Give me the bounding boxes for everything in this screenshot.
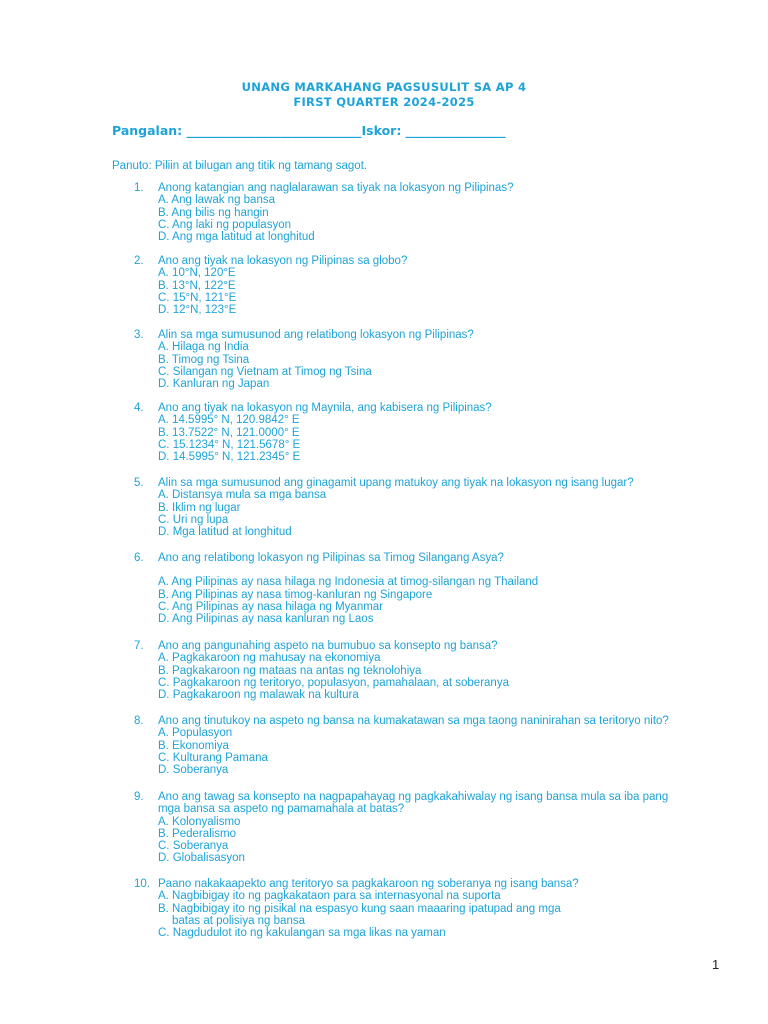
question-number: 7. [134,640,144,652]
name-score-line: Pangalan: ____________________________Iskor: ________________ [112,123,506,138]
choice-a: A. Nagbibigay ito ng pagkakataon para sa internasyonal na suporta [158,890,501,903]
question-number: 1. [134,182,144,194]
question-number: 5. [134,477,144,489]
choice-b: B. Ekonomiya [158,739,229,752]
choice-b: B. Iklim ng lugar [158,501,241,514]
instructions: Panuto: Piliin at bilugan ang titik ng tamang sagot. [112,160,368,172]
question-2 [134,255,734,316]
exam-title: UNANG MARKAHANG PAGSUSULIT SA AP 4 [241,80,527,94]
choice-b-continued: batas at polisiya ng bansa [172,914,305,927]
choice-c: C. Uri ng lupa [158,513,229,526]
question-8 [134,715,734,776]
choice-a: A. Distansya mula sa mga bansa [158,489,327,502]
question-10 [134,878,734,939]
question-stem: Anong katangian ang naglalarawan sa tiyak na lokasyon ng Pilipinas? [158,182,514,194]
question-number: 8. [134,715,144,727]
question-number: 4. [134,402,144,414]
choice-a: A. Hilaga ng India [158,341,249,354]
exam-subtitle: FIRST QUARTER 2024-2025 [293,95,475,109]
choice-c: C. Kulturang Pamana [158,751,268,764]
choice-a: A. 10°N, 120°E [158,267,236,280]
question-stem: Ano ang tiyak na lokasyon ng Maynila, ang kabisera ng Pilipinas? [158,402,492,414]
question-5 [134,477,734,538]
choice-c: C. Ang laki ng populasyon [158,218,291,231]
choice-c: C. Silangan ng Vietnam at Timog ng Tsina [158,365,372,378]
choice-a: A. 14.5995° N, 120.9842° E [158,414,300,427]
choice-d: D. Mga latitud at longhitud [158,526,292,539]
question-1 [134,182,734,243]
choice-a: A. Ang lawak ng bansa [158,194,275,207]
question-number: 9. [134,791,144,803]
choice-c: C. Soberanya [158,840,229,853]
choice-b: B. Pederalismo [158,827,236,840]
choice-b: B. 13°N, 122°E [158,279,236,292]
choice-b: B. Ang Pilipinas ay nasa timog-kanluran ng Singapore [158,588,433,601]
question-stem: Paano nakakaapekto ang teritoryo sa pagkakaroon ng soberanya ng isang bansa? [158,878,579,890]
choice-a: A. Ang Pilipinas ay nasa hilaga ng Indonesia at timog-silangan ng Thailand [158,576,539,589]
choice-c: C. 15.1234° N, 121.5678° E [158,438,301,451]
choice-d: D. Kanluran ng Japan [158,378,270,391]
choice-d: D. Ang mga latitud at longhitud [158,231,315,244]
question-stem: Alin sa mga sumusunod ang ginagamit upang matukoy ang tiyak na lokasyon ng isang lugar? [158,477,634,489]
page-number: 1 [712,957,720,972]
choice-b: B. Timog ng Tsina [158,353,250,366]
choice-c: C. 15°N, 121°E [158,291,237,304]
question-number: 10. [134,878,150,890]
choice-b: B. Pagkakaroon ng mataas na antas ng teknolohiya [158,664,422,677]
question-3 [134,329,734,390]
question-number: 3. [134,329,144,341]
choice-c: C. Ang Pilipinas ay nasa hilaga ng Myanmar [158,600,384,613]
choice-a: A. Pagkakaroon ng mahusay na ekonomiya [158,652,381,665]
question-7 [134,640,734,701]
choice-d: D. Pagkakaroon ng malawak na kultura [158,689,359,702]
question-stem: Ano ang tinutukoy na aspeto ng bansa na kumakatawan sa mga taong naninirahan sa teritoryo nito? [158,715,669,727]
choice-b: B. 13.7522° N, 121.0000° E [158,426,300,439]
question-6 [134,552,734,625]
question-number: 6. [134,552,144,564]
choice-d: D. Globalisasyon [158,852,245,865]
question-9 [134,791,734,865]
question-stem: Ano ang tawag sa konsepto na nagpapahayag ng pagkakahiwalay ng isang bansa mula sa iba pang [158,791,669,803]
question-stem: Ano ang relatibong lokasyon ng Pilipinas sa Timog Silangang Asya? [158,552,504,564]
question-stem-continued: mga bansa sa aspeto ng pamamahala at batas? [158,803,405,816]
question-4 [134,402,734,463]
question-stem: Ano ang pangunahing aspeto na bumubuo sa konsepto ng bansa? [158,640,498,652]
choice-d: D. Soberanya [158,764,229,777]
choice-d: D. Ang Pilipinas ay nasa kanluran ng Laos [158,613,374,626]
choice-b: B. Ang bilis ng hangin [158,206,269,219]
choice-a: A. Populasyon [158,727,233,740]
choice-a: A. Kolonyalismo [158,815,241,828]
question-number: 2. [134,255,144,267]
question-stem: Ano ang tiyak na lokasyon ng Pilipinas sa globo? [158,255,408,267]
choice-c: C. Pagkakaroon ng teritoryo, populasyon, pamahalaan, at soberanya [158,676,509,689]
choice-b: B. Nagbibigay ito ng pisikal na espasyo kung saan maaaring ipatupad ang mga [158,902,561,915]
choice-c: C. Nagdudulot ito ng kakulangan sa mga likas na yaman [158,927,446,940]
choice-d: D. 12°N, 123°E [158,304,237,317]
choice-d: D. 14.5995° N, 121.2345° E [158,451,301,464]
question-stem: Alin sa mga sumusunod ang relatibong lokasyon ng Pilipinas? [158,329,474,341]
